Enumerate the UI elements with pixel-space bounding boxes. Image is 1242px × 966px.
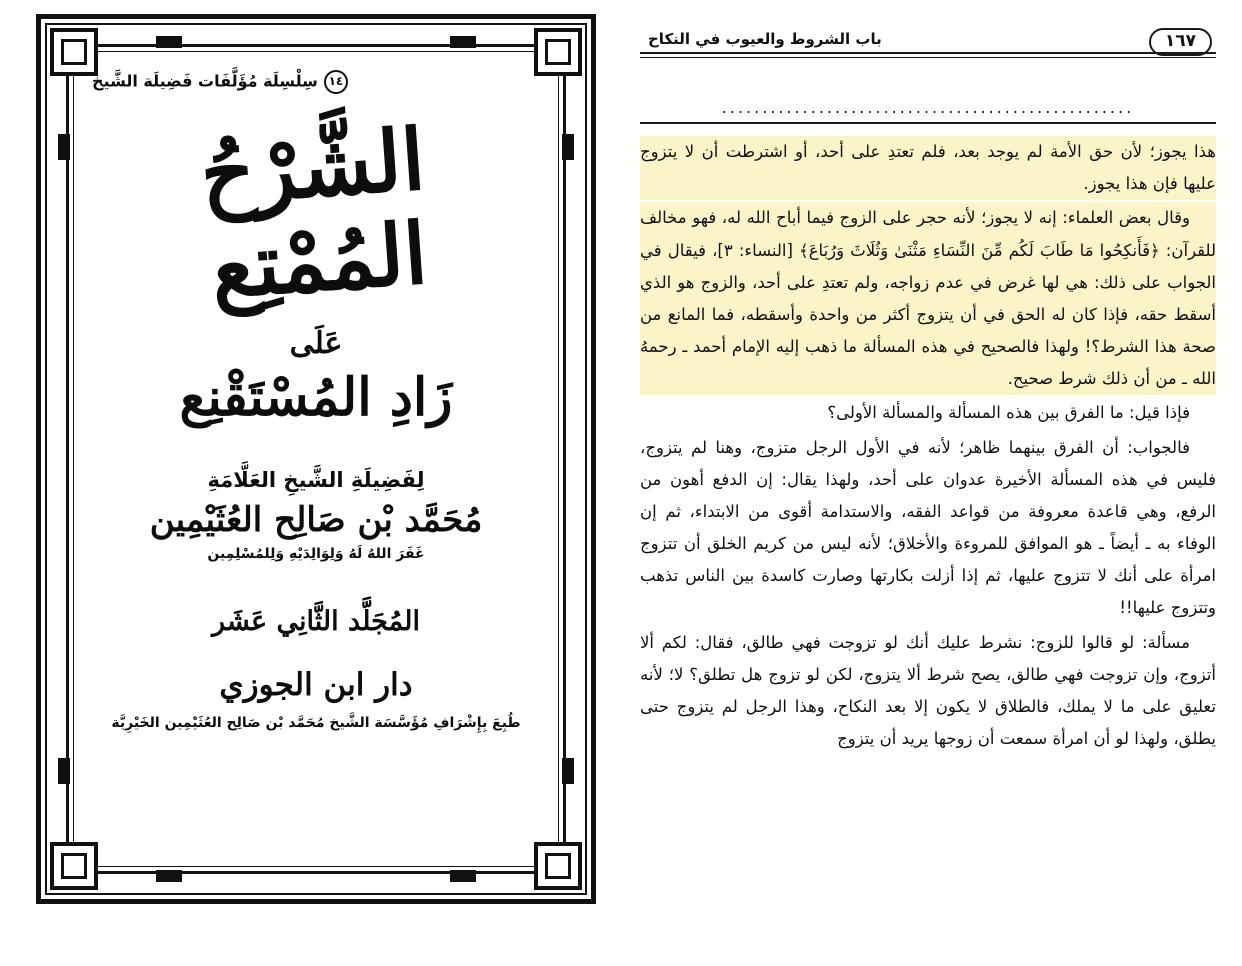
frame-tick	[58, 758, 70, 784]
series-number-badge: ١٤	[324, 70, 348, 94]
text-page	[622, 0, 1242, 966]
series-label: سِلْسِلَة مُؤَلَّفَات فَضِيلَة الشَّيخ	[92, 71, 318, 91]
running-head-title: باب الشروط والعيوب في النكاح	[648, 30, 882, 48]
book-title: الشَّرْحُ المُمْتِع	[197, 109, 431, 318]
paragraph: فإذا قيل: ما الفرق بين هذه المسألة والمسألة الأولى؟	[827, 403, 1190, 423]
dotted-separator: ...................................................	[721, 98, 1135, 114]
paragraph: وقال بعض العلماء: إنه لا يجوز؛ لأنه حجر على الزوج فيما أباح الله له، فهو مخالف للقرآن: ﴿فَأَنكِحُوا مَا طَابَ لَكُم مِّنَ النِّسَاءِ مَثْنَىٰ وَثُلَاثَ وَرُبَاعَ﴾ [النساء: ٣]، فيقال في الجواب على ذلك: هي لها غرض في عدم زواجه، ولم تعتدِ على أحد، والزوج هو الذي أسقط حقه، فإذا كان له الحق في أن يتزوج أكثر من واحدة وأسقطه، فما المانع من صحة هذا الشرط؟! ولهذا فالصحيح في هذه المسألة ما ذهب إليه الإمام أحمد ـ رحمهُ الله ـ من أن ذلك شرط صحيح.	[640, 202, 1216, 395]
frame-tick	[450, 36, 476, 48]
cover-content	[88, 62, 544, 852]
paragraph: مسألة: لو قالوا للزوج: نشرط عليك أنك لو تزوجت فهي طالق، فقال: لكم ألا أتزوج، وإن تزوجت فهي طالق، يصح شرط ألا يتزوج، لكن لو تزوج هل تطلق؟ لا؛ لأنه تعليق على ما لا يملك، فالطلاق لا يكون إلا بعد النكاح، وهذا الرجل لم يتزوج حتى يطلق، ولهذا لو أن امرأة سمعت أن زوجها يريد أن يتزوج	[640, 632, 1216, 749]
frame-tick	[562, 134, 574, 160]
body-text	[640, 136, 1216, 755]
page-number: ١٦٧	[1149, 28, 1212, 56]
header-divider	[640, 52, 1216, 60]
publisher-name: دار ابن الجوزي	[219, 667, 413, 704]
page-header	[640, 28, 1216, 74]
rule-under-dots	[640, 122, 1216, 124]
frame-tick	[58, 134, 70, 160]
paragraph: هذا يجوز؛ لأن حق الأمة لم يوجد بعد، فلم تعتدِ على أحد، أو اشترطت أن لا يتزوج عليها فإن هذا يجوز.	[640, 136, 1216, 200]
series-line	[92, 70, 544, 94]
frame-tick	[156, 870, 182, 882]
author-supplication: غَفَرَ اللهُ لَهُ وَلِوَالِدَيْهِ وَلِلمُسْلِمِين	[207, 546, 425, 563]
frame-tick	[562, 758, 574, 784]
cover-frame	[36, 14, 596, 904]
paragraph: فالجواب: أن الفرق بينهما ظاهر؛ لأنه في الأول الرجل متزوج، وهنا لم يتزوج، فليس في هذه المسألة الأخيرة عدوان على أحد، ولهذا يقال: إن الدفع أهون من الرفع، وهي قاعدة معروفة من قواعد الفقه، والاستدامة أقوى من الابتداء، ثم إن الوفاء به ـ أيضاً ـ هو الموافق للمروءة والأخلاق؛ لأنه ليس من كريم الخلق أن تتزوج امرأة على أنك لا تتزوج عليها، ثم إذا أزلت بكارتها وصارت كاسدة بين الناس تذهب وتتزوج عليها!!	[640, 437, 1216, 618]
volume-label: المُجَلَّد الثَّانِي عَشَر	[212, 606, 420, 638]
title-connector: عَلَى	[289, 326, 343, 362]
author-block	[88, 468, 544, 562]
frame-tick	[156, 36, 182, 48]
print-supervision-note: طُبِعَ بِإِشْرَافِ مُؤَسَّسَة الشَّيخ مُحَمَّد بْن صَالِح العُثَيْمِين الخَيْرِيَّة	[111, 715, 521, 732]
author-prefix: لِفَضِيلَةِ الشَّيخِ العَلَّامَةِ	[207, 468, 425, 493]
author-name: مُحَمَّد بْن صَالِح العُثَيْمِين	[149, 500, 483, 541]
frame-tick	[450, 870, 476, 882]
book-subtitle: زَادِ المُسْتَقْنِع	[179, 367, 453, 429]
